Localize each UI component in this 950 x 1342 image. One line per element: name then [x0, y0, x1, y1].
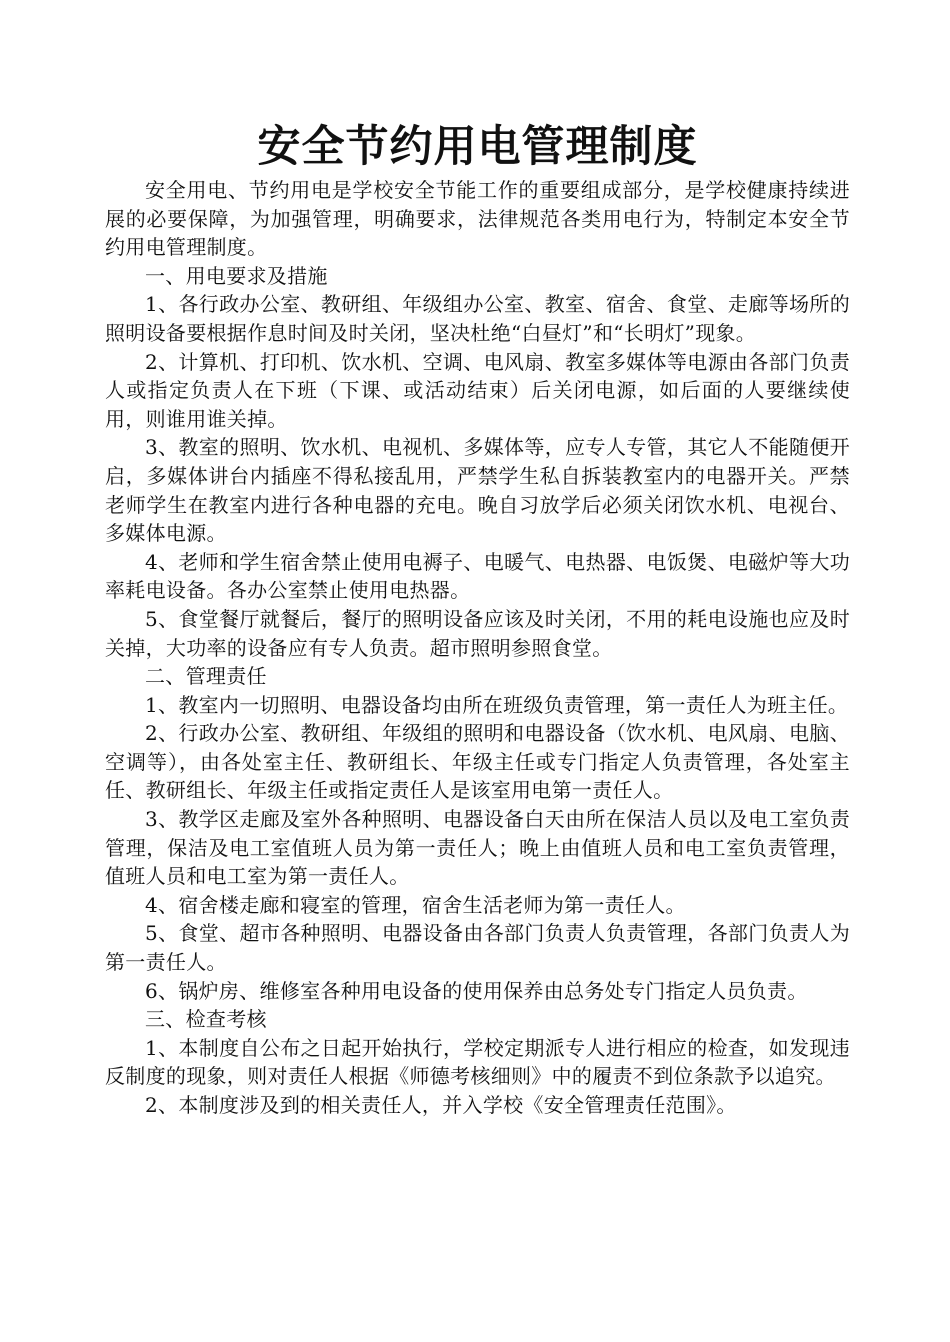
inspection-item-2: 2、本制度涉及到的相关责任人，并入学校《安全管理责任范围》。 — [145, 1093, 737, 1117]
document-title: 安全节约用电管理制度 — [257, 122, 698, 172]
responsibility-item-4: 4、宿舍楼走廊和寝室的管理，宿舍生活老师为第一责任人。 — [145, 892, 686, 917]
section-heading-inspection: 三、检查考核 — [145, 1007, 267, 1032]
requirement-item-5: 5、食堂餐厅就餐后，餐厅的照明设备应该及时关闭，不用的耗电设施也应及时关掉，大功率的设备应有专人负责。超市照明参照食堂。 — [105, 606, 850, 660]
inspection-item-1: 1、本制度自公布之日起开始执行，学校定期派专人进行相应的检查，如发现违反制度的现象，则对责任人根据《师德考核细则》中的履责不到位条款予以追究。 — [105, 1035, 850, 1089]
requirement-item-1: 1、各行政办公室、教研组、年级组办公室、教室、宿舍、食堂、走廊等场所的照明设备要根据作息时间及时关闭，坚决杜绝“白昼灯”和“长明灯”现象。 — [105, 292, 850, 345]
responsibility-item-5: 5、食堂、超市各种照明、电器设备由各部门负责人负责管理，各部门负责人为第一责任人。 — [105, 921, 850, 975]
document-page — [105, 118, 850, 1120]
requirement-item-3: 3、教室的照明、饮水机、电视机、多媒体等，应专人专管，其它人不能随便开启，多媒体讲台内插座不得私接乱用，严禁学生私自拆装教室内的电器开关。严禁老师学生在教室内进行各种电器的充电。晚自习放学后必须关闭饮水机、电视台、多媒体电源。 — [105, 435, 850, 546]
responsibility-item-6: 6、锅炉房、维修室各种用电设备的使用保养由总务处专门指定人员负责。 — [145, 978, 808, 1003]
responsibility-item-1: 1、教室内一切照明、电器设备均由所在班级负责管理，第一责任人为班主任。 — [145, 692, 849, 717]
requirement-item-4: 4、老师和学生宿舍禁止使用电褥子、电暖气、电热器、电饭煲、电磁炉等大功率耗电设备。各办公室禁止使用电热器。 — [105, 549, 850, 603]
requirement-item-2: 2、计算机、打印机、饮水机、空调、电风扇、教室多媒体等电源由各部门负责人或指定负责人在下班（下课、或活动结束）后关闭电源，如后面的人要继续使用，则谁用谁关掉。 — [105, 349, 850, 431]
responsibility-item-3: 3、教学区走廊及室外各种照明、电器设备白天由所在保洁人员以及电工室负责管理，保洁及电工室值班人员为第一责任人；晚上由值班人员和电工室负责管理，值班人员和电工室为第一责任人。 — [105, 807, 850, 889]
responsibility-item-2: 2、行政办公室、教研组、年级组的照明和电器设备（饮水机、电风扇、电脑、空调等），由各处室主任、教研组长、年级主任或专门指定人负责管理，各处室主任、教研组长、年级主任或指定责任人是该室用电第一责任人。 — [105, 721, 850, 803]
intro-paragraph: 安全用电、节约用电是学校安全节能工作的重要组成部分，是学校健康持续进展的必要保障，为加强管理，明确要求，法律规范各类用电行为，特制定本安全节约用电管理制度。 — [105, 178, 850, 260]
section-heading-requirements: 一、用电要求及措施 — [145, 263, 328, 288]
section-heading-responsibility: 二、管理责任 — [145, 664, 267, 689]
